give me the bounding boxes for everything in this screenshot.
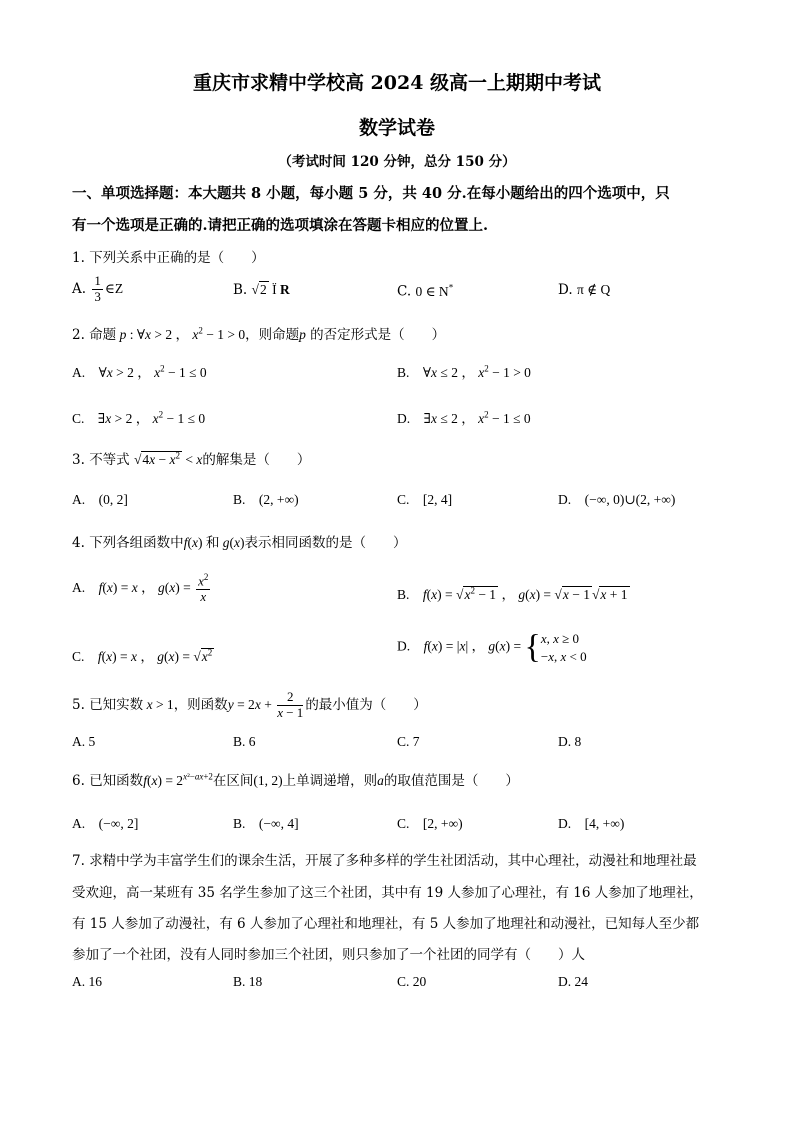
question-7-option-b: B. 18 [233, 974, 263, 989]
question-4-stem: 4. 下列各组函数中f(x) 和 g(x)表示相同函数的是（ ） [72, 535, 407, 551]
question-2-option-d: D. ∃x ≤ 2 ， $x^2 - 1 \le 0$ [397, 409, 531, 426]
question-1-option-d: D. π ∉ Q [558, 282, 611, 298]
question-3-option-b: B. (2, +∞) [233, 492, 299, 507]
question-6-option-a: A. (−∞, 2] [72, 816, 139, 831]
question-6-option-b: B. (−∞, 4] [233, 816, 299, 831]
exam-info: （考试时间 120 分钟，总分 150 分） [278, 154, 516, 170]
question-2-option-a: A. ∀x > 2 ， $x^2 - 1 \le 0$ [72, 363, 207, 380]
question-5-option-c: C. 7 [397, 734, 420, 749]
question-3-option-c: C. [2, 4] [397, 492, 453, 507]
question-3-option-d: D. (−∞, 0)∪(2, +∞) [558, 492, 676, 507]
question-7-option-c: C. 20 [397, 974, 427, 989]
question-4-option-a: A. f(x) = x ， g(x) = $\frac{x^2}{x}$ [72, 572, 209, 605]
section-heading-line1: 一、单项选择题：本大题共 8 小题，每小题 5 分，共 40 分.在每小题给出的四个选项中，只 [72, 185, 670, 202]
question-2-option-c: C. ∃x > 2 ， $x^2 - 1 \le 0$ [72, 409, 206, 426]
question-5-stem: 5. 已知实数 x > 1，则函数y = 2x + $\frac{2}{x - 1}$ 的最小值为（ ） [72, 689, 427, 720]
question-7-option-d: D. 24 [558, 974, 588, 989]
question-4-option-c: C. f(x) = x ， $g(x) = √x^2$ [72, 647, 213, 664]
exam-subtitle: 数学试卷 [358, 117, 435, 139]
question-1-option-c: C. 0 ∈ N* [397, 282, 454, 300]
question-4-option-b: B. $f(x) = √x^2 - 1$ ， g(x) = √x − 1 √x + 1 [397, 585, 628, 602]
question-2-stem: 2. 命题 p : ∀x > 2 ， $x^2 - 1 > 0$，则命题p 的否定形式是（ ） [72, 325, 446, 343]
question-3-stem: 3. 不等式 $√4x - x^2 < x$的解集是（ ） [72, 450, 311, 468]
question-7-line1: 7. 求精中学为丰富学生们的课余生活，开展了多种多样的学生社团活动，其中心理社，动漫社和地理社最 [72, 853, 697, 869]
question-5-option-d: D. 8 [558, 734, 582, 749]
question-2-option-b: B. ∀x ≤ 2 ， $x^2 - 1 > 0$ [397, 363, 531, 380]
section-heading-line2: 有一个选项是正确的.请把正确的选项填涂在答题卡相应的位置上. [72, 217, 489, 234]
exam-title: 重庆市求精中学校高 2024 级高一上期期中考试 [192, 72, 602, 94]
question-6-option-c: C. [2, +∞) [397, 816, 463, 831]
question-1-stem: 1. 下列关系中正确的是（ ） [72, 250, 265, 266]
question-5-option-a: A. 5 [72, 734, 96, 749]
question-7-line3: 有 15 人参加了动漫社，有 6 人参加了心理社和地理社，有 5 人参加了地理社和动漫社，已知每人至少都 [72, 916, 700, 932]
question-6-option-d: D. [4, +∞) [558, 816, 625, 831]
question-7-line2: 受欢迎，高一某班有 35 名学生参加了这三个社团，其中有 19 人参加了心理社，有 16 人参加了地理社， [72, 885, 703, 901]
question-7-line4: 参加了一个社团，没有人同时参加三个社团，则只参加了一个社团的同学有（ ）人 [72, 947, 585, 963]
question-7-option-a: A. 16 [72, 974, 102, 989]
question-1-option-b: B. √2 Ï R [233, 282, 290, 298]
question-4-option-d: D. f(x) = |x| ， g(x) = {x, x ≥ 0 −x, x < 0 [397, 628, 587, 666]
question-3-option-a: A. (0, 2] [72, 492, 128, 507]
question-1-option-a: A. $\frac{1}{3}$ ∈Z [72, 273, 124, 304]
question-5-option-b: B. 6 [233, 734, 256, 749]
question-6-stem: 6. 已知函数$f(x) = 2^{x^2-ax+2}$在区间(1, 2)上单调递增，则a的取值范围是（ ） [72, 771, 519, 789]
